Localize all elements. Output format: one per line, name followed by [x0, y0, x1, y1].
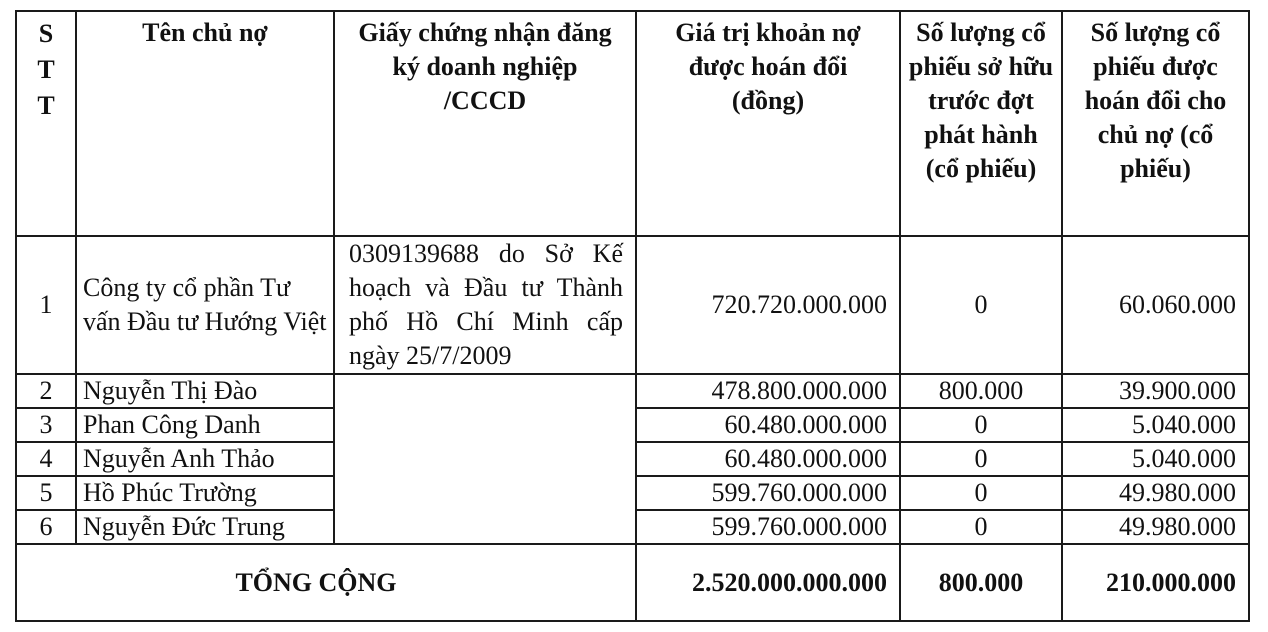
header-debt-value [636, 11, 900, 236]
header-debt-value-text: Giá trị khoản nợ được hoán đổi (đồng) [675, 18, 861, 115]
row-shares-before: 0 [900, 510, 1062, 544]
row-shares-before: 0 [900, 442, 1062, 476]
row-creditor-name: Nguyễn Anh Thảo [76, 442, 334, 476]
row-stt: 5 [16, 476, 76, 510]
header-shares-before [900, 11, 1062, 236]
row-certificate: 0309139688 do Sở Kế hoạch và Đầu tư Thành phố Hồ Chí Minh cấp ngày 25/7/2009 [334, 236, 636, 374]
total-shares-swapped: 210.000.000 [1062, 544, 1249, 621]
row-shares-before: 0 [900, 236, 1062, 374]
row-debt-value: 60.480.000.000 [636, 442, 900, 476]
row-shares-before: 800.000 [900, 374, 1062, 408]
row-stt: 2 [16, 374, 76, 408]
row-certificate [334, 374, 636, 544]
row-shares-swapped: 5.040.000 [1062, 442, 1249, 476]
row-shares-swapped: 60.060.000 [1062, 236, 1249, 374]
total-debt-value: 2.520.000.000.000 [636, 544, 900, 621]
header-stt-letter: T [37, 91, 55, 120]
row-creditor-name: Hồ Phúc Trường [76, 476, 334, 510]
row-shares-swapped: 49.980.000 [1062, 476, 1249, 510]
header-certificate [334, 11, 636, 236]
row-debt-value: 60.480.000.000 [636, 408, 900, 442]
creditor-table [15, 10, 1250, 622]
header-certificate-text: Giấy chứng nhận đăng ký doanh nghiệp /CCCD [358, 18, 612, 115]
row-debt-value: 599.760.000.000 [636, 510, 900, 544]
table-row [16, 374, 1249, 408]
total-row [16, 544, 1249, 621]
row-creditor-name: Công ty cổ phần Tư vấn Đầu tư Hướng Việt [76, 236, 334, 374]
row-shares-swapped: 39.900.000 [1062, 374, 1249, 408]
header-stt [16, 11, 76, 236]
row-creditor-name: Nguyễn Thị Đào [76, 374, 334, 408]
total-label: TỔNG CỘNG [16, 544, 636, 621]
row-stt: 6 [16, 510, 76, 544]
row-debt-value: 720.720.000.000 [636, 236, 900, 374]
row-creditor-name: Phan Công Danh [76, 408, 334, 442]
row-stt: 3 [16, 408, 76, 442]
header-shares-swapped [1062, 11, 1249, 236]
header-shares-swapped-text: Số lượng cổ phiếu được hoán đổi cho chủ nợ (cổ phiếu) [1084, 18, 1227, 183]
header-stt-letter: T [37, 55, 55, 84]
row-debt-value: 478.800.000.000 [636, 374, 900, 408]
row-stt: 1 [16, 236, 76, 374]
row-shares-before: 0 [900, 476, 1062, 510]
header-row [16, 11, 1249, 236]
table-row [16, 236, 1249, 374]
header-creditor: Tên chủ nợ [76, 11, 334, 236]
row-shares-before: 0 [900, 408, 1062, 442]
row-shares-swapped: 5.040.000 [1062, 408, 1249, 442]
row-creditor-name: Nguyễn Đức Trung [76, 510, 334, 544]
header-shares-before-text: Số lượng cổ phiếu sở hữu trước đợt phát hành (cổ phiếu) [908, 18, 1054, 183]
row-debt-value: 599.760.000.000 [636, 476, 900, 510]
total-shares-before: 800.000 [900, 544, 1062, 621]
header-stt-letter: S [38, 19, 54, 48]
row-stt: 4 [16, 442, 76, 476]
row-shares-swapped: 49.980.000 [1062, 510, 1249, 544]
